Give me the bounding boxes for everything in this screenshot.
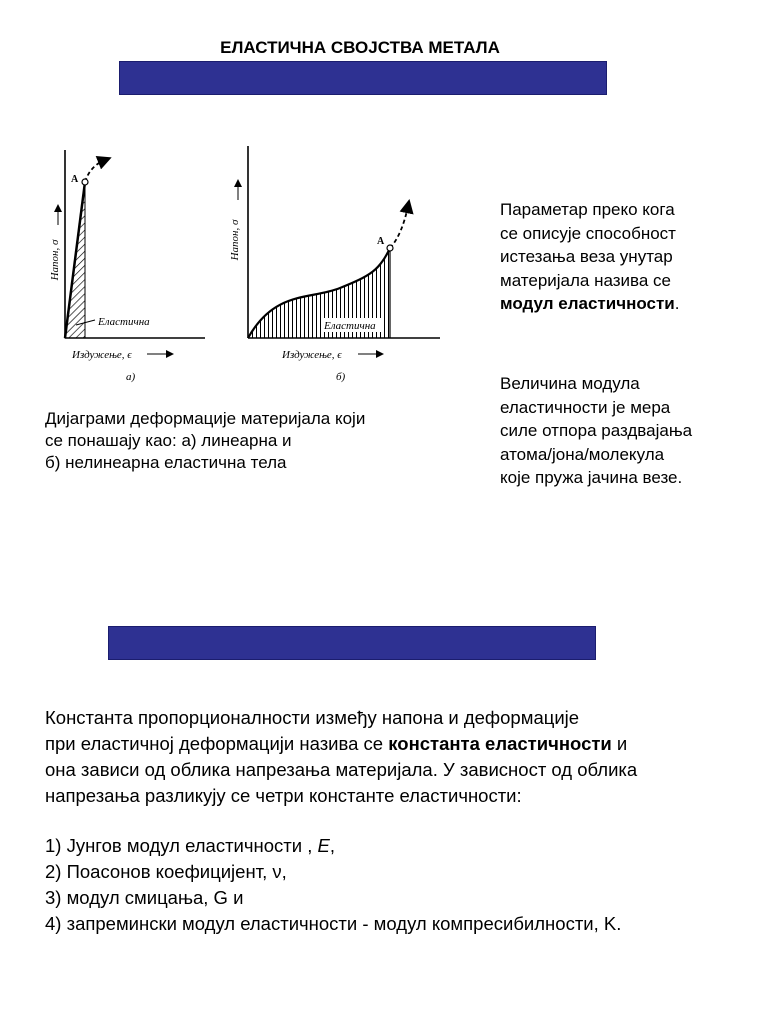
note-line: атома/јона/молекула <box>500 444 665 464</box>
diagram-a-ylabel: Напон, σ <box>49 239 61 281</box>
diagram-caption <box>45 408 425 474</box>
elastic-constant-paragraph <box>45 705 765 809</box>
list-item: 1) Јунгов модул еластичности , E, <box>45 835 335 856</box>
paragraph-line: напрезања разликују се четри константе еластичности: <box>45 785 522 806</box>
list-item: 3) модул смицања, G и <box>45 887 244 908</box>
list-item: 4) запремински модул еластичности - модул компресибилности, K. <box>45 913 622 934</box>
diagram-b-dashed-continuation <box>390 206 408 248</box>
modulus-meaning-note <box>500 372 750 490</box>
header-bar-bottom <box>108 626 596 660</box>
diagram-a-region-label: Еластична <box>98 316 150 328</box>
modulus-definition-note <box>500 198 750 316</box>
note-line: Параметар преко кога <box>500 200 675 219</box>
paragraph-line: она зависи од облика напрезања материјала. У зависност од облика <box>45 759 638 780</box>
diagram-b-point-label: A <box>377 236 385 247</box>
elastic-constant-term: константа еластичности <box>388 733 612 754</box>
caption-line: б) нелинеарна еластична тела <box>45 453 287 472</box>
header-bar-top <box>119 61 607 95</box>
diagram-a-point-label: A <box>71 174 79 185</box>
elastic-constants-list <box>45 833 765 937</box>
note-line: истезања веза унутар <box>500 247 673 266</box>
list-item: 2) Поасонов коефицијент, ν, <box>45 861 287 882</box>
note-line: Величина модула <box>500 374 640 393</box>
caption-line: Дијаграми деформације материјала који <box>45 409 366 428</box>
modulus-term: модул еластичности <box>500 294 675 313</box>
diagram-b <box>229 146 440 383</box>
note-line: које пружа јачина везе. <box>500 468 683 487</box>
note-line: се описује способност <box>500 223 676 243</box>
note-line: силе отпора раздвајања <box>500 421 693 440</box>
note-line: еластичности је мера <box>500 397 671 417</box>
page-title: ЕЛАСТИЧНА СВОЈСТВА МЕТАЛА <box>220 38 500 57</box>
diagram-a-dashed-continuation <box>85 160 105 182</box>
diagram-b-xlabel: Издужење, ϵ <box>282 349 342 361</box>
note-line: материјала назива се <box>500 270 672 290</box>
diagram-a-sub-label: а) <box>126 371 136 383</box>
note-line: модул еластичности. <box>500 294 680 313</box>
paragraph-line: при еластичној деформацији назива се константа еластичности и <box>45 733 628 754</box>
diagram-a-xlabel: Издужење, ϵ <box>72 349 132 361</box>
paragraph-line: Константа пропорционалности између напона и деформације <box>45 707 580 728</box>
diagram-b-region-label: Еластична <box>324 320 376 332</box>
deformation-diagrams <box>40 140 480 390</box>
diagram-b-point-a <box>387 245 393 251</box>
diagram-b-ylabel: Напон, σ <box>229 219 241 261</box>
diagram-a <box>49 150 205 383</box>
diagram-b-sub-label: б) <box>336 371 346 383</box>
caption-line: се понашају као: а) линеарна и <box>45 431 292 450</box>
diagram-a-point-a <box>82 179 88 185</box>
